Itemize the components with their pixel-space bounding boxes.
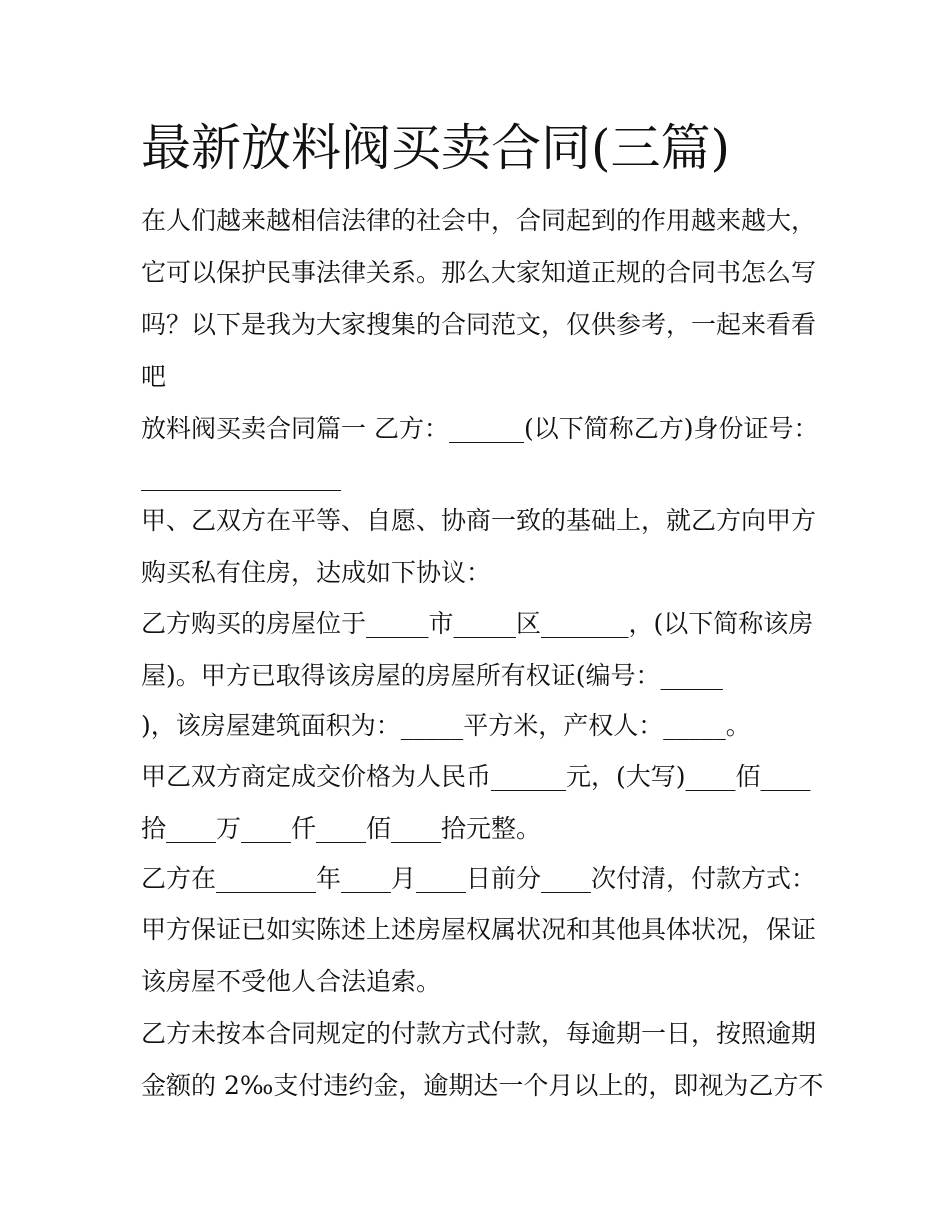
paragraph-line-intro-1: 在人们越来越相信法律的社会中，合同起到的作用越来越大， <box>141 206 817 235</box>
property-location-line-3: )，该房屋建筑面积为：_____平方米，产权人：_____。 <box>141 711 751 740</box>
property-location-line-2: 屋)。甲方已取得该房屋的房屋所有权证(编号：_____ <box>141 661 724 690</box>
id-number-blank-line: ________________ <box>141 462 341 491</box>
paragraph-line-intro-3: 吗？以下是我为大家搜集的合同范文，仅供参考，一起来看看 <box>141 310 817 339</box>
penalty-line-1: 乙方未按本合同规定的付款方式付款，每逾期一日，按照逾期 <box>141 1019 817 1048</box>
agreement-line-1: 甲、乙双方在平等、自愿、协商一致的基础上，就乙方向甲方 <box>141 506 817 535</box>
property-location-line-1: 乙方购买的房屋位于_____市_____区_______，(以下简称该房 <box>141 609 814 638</box>
contract-heading-line: 放料阀买卖合同篇一 乙方：______(以下简称乙方)身份证号： <box>141 414 819 443</box>
penalty-line-2: 金额的 2‰支付违约金，逾期达一个月以上的，即视为乙方不 <box>141 1071 824 1100</box>
document-title: 最新放料阀买卖合同(三篇) <box>141 119 731 177</box>
price-line-2: 拾____万____仟____佰____拾元整。 <box>141 814 542 843</box>
warranty-line-1: 甲方保证已如实陈述上述房屋权属状况和其他具体状况，保证 <box>141 915 817 944</box>
paragraph-line-intro-4: 吧 <box>141 362 167 391</box>
warranty-line-2: 该房屋不受他人合法追索。 <box>141 967 442 996</box>
price-line-1: 甲乙双方商定成交价格为人民币______元，(大写)____佰____ <box>141 762 811 791</box>
agreement-line-2: 购买私有住房，达成如下协议： <box>141 558 492 587</box>
payment-line: 乙方在________年____月____日前分____次付清，付款方式： <box>141 864 817 893</box>
paragraph-line-intro-2: 它可以保护民事法律关系。那么大家知道正规的合同书怎么写 <box>141 258 817 287</box>
